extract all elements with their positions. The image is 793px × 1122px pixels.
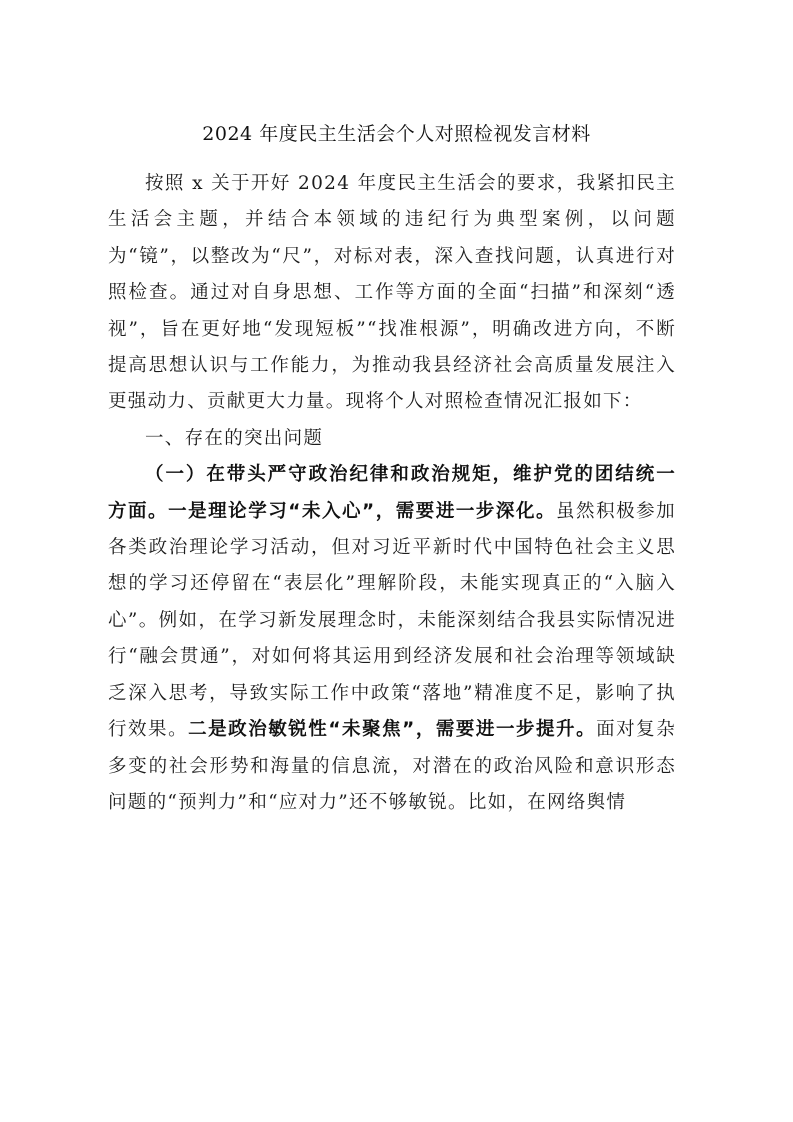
subsection-paragraph <box>108 457 676 821</box>
section-heading-problems: 一、存在的突出问题 <box>145 427 324 449</box>
point-1-title: 一是理论学习“未入心”，需要进一步深化。 <box>168 500 557 522</box>
document-title: 2024 年度民主生活会个人对照检视发言材料 <box>202 123 591 145</box>
point-2-text: 面对复杂多变的社会形势和海量的信息流，对潜在的政治风险和意识形态问题的“预判力”和“应对力”还不够敏锐。比如，在网络舆情 <box>108 719 677 813</box>
intro-paragraph: 按照 x 关于开好 2024 年度民主生活会的要求，我紧扣民主生活会主题，并结合本领域的违纪行为典型案例，以问题为“镜”，以整改为“尺”，对标对表，深入查找问题，认真进行对照检查。通过对自身思想、工作等方面的全面“扫描”和深刻“透视”，旨在更好地“发现短板”“找准根源”，明确改进方向，不断提高思想认识与工作能力，为推动我县经济社会高质量发展注入更强动力、贡献更大力量。现将个人对照检查情况汇报如下： <box>108 173 676 413</box>
subsection-heading: （一）在带头严守政治纪律和政治规矩，维护党的团结统一方面。 <box>108 464 676 522</box>
point-1-text: 虽然积极参加各类政治理论学习活动，但对习近平新时代中国特色社会主义思想的学习还停留在“表层化”理解阶段，未能实现真正的“入脑入心”。例如，在学习新发展理念时，未能深刻结合我县实际情况进行“融会贯通”，对如何将其运用到经济发展和社会治理等领域缺乏深入思考，导致实际工作中政策“落地”精准度不足，影响了执行效果。 <box>108 500 676 741</box>
point-2-title: 二是政治敏锐性“未聚焦”，需要进一步提升。 <box>188 719 597 741</box>
document-body <box>108 166 676 821</box>
